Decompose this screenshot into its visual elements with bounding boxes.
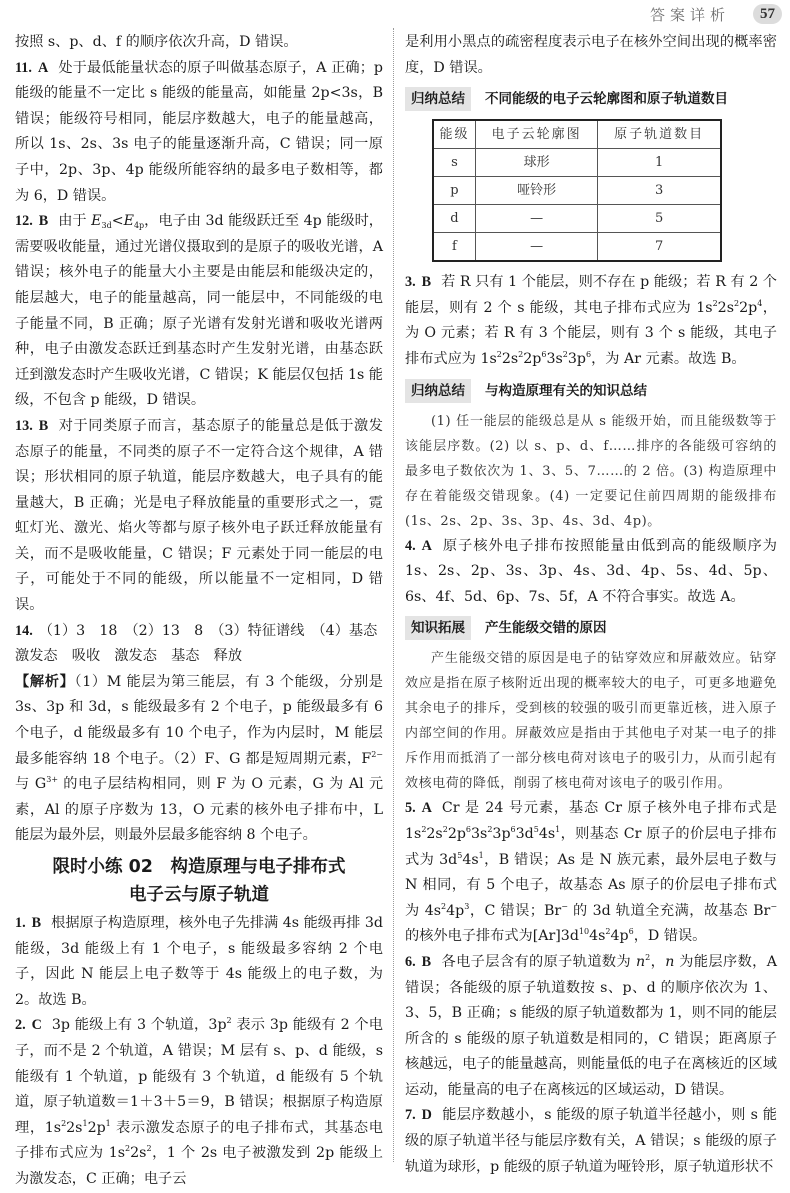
table-row xyxy=(433,177,721,205)
answer-13: 13. B 对于同类原子而言，基态原子的能量总是低于激发态原子的能量，不同类的原子不一定符合这个规律，A 错误；形状相同的原子轨道，能层序数越大，电子具有的能量越大，B 正确；光是电子释放能量的重要形式之一，霓虹灯光、激光、焰火等都与原子核外电子跃迁释放能量有关，而不是吸收能量，C 错误；F 元素处于同一能层的电子，可能处于不同的能级，所以能量不一定相同，D 错误。 xyxy=(15,417,383,614)
summary-body: (1) 任一能层的能级总是从 s 能级开始，而且能级数等于该能层序数。(2) 以 s、p、d、f……排序的各能级可容纳的最多电子数依次为 1、3、5、7……的 2 倍。(3) 构造原理中存在着能级交错现象。(4) 一定要记住前四周期的能级排布(1s、2s、2p、3s、3p、4s、3d、4p)。 xyxy=(405,413,777,529)
table-cell: 3 xyxy=(598,177,721,205)
answer-6: 6. B 各电子层含有的原子轨道数为 $n^2$，n 为能层序数，A 错误；各能级的原子轨道数按 s、p、d 的顺序依次为 1、3、5，B 正确；s 能级的原子轨道数都为 1，则不同的能层所含的 s 能级的原子轨道数是相同的，C 错误；距离原子核越远，电子的能量越高，则能量低的电子在离核近的区域运动，能量高的电子在离核远的区域运动，D 错误。 xyxy=(405,952,777,1098)
section-title: 限时小练 02 构造原理与电子排布式 电子云与原子轨道 xyxy=(52,857,346,905)
extension-body: 产生能级交错的原因是电子的钻穿效应和屏蔽效应。钻穿效应是指在原子核附近出现的概率较大的电子，可更多地避免其余电子的排斥，受到核的较强的吸引而更靠近核，进入原子内部空间的作用。屏蔽效应是指由于其他电子对某一电子的排斥作用而抵消了一部分核电荷对该电子的吸引力，从而引起有效核电荷的降低，削弱了核电荷对该电子的吸引作用。 xyxy=(405,651,777,792)
analysis-label: 【解析】 xyxy=(15,673,75,690)
page-header xyxy=(0,0,790,30)
table-row xyxy=(433,149,721,177)
table-cell: 5 xyxy=(598,205,721,233)
extension-title: 产生能级交错的原因 xyxy=(485,620,607,637)
table-header: 能级 xyxy=(433,120,475,149)
table-cell: 1 xyxy=(598,149,721,177)
table-cell: — xyxy=(475,205,597,233)
table-cell: 哑铃形 xyxy=(475,177,597,205)
answer-11: 11. A 处于最低能量状态的原子叫做基态原子，A 正确；p 能级的能量不一定比 s 能级的能量高，如能量 2p<3s，B 错误；能级符号相同，能层序数越大，电子的能量越高，所以 1s、2s、3s 电子的能量逐渐升高，C 错误；同一原子中，2p、3p、4p 能级所能容纳的最多电子数相等，都为 6，D 错误。 xyxy=(15,59,383,204)
table-cell: p xyxy=(433,177,475,205)
continuation-text: 按照 s、p、d、f 的顺序依次升高，D 错误。 xyxy=(15,34,298,50)
continuation-text: 是利用小黑点的疏密程度表示电子在核外空间出现的概率密度，D 错误。 xyxy=(405,34,777,76)
answer-14: 14. （1）3 18 （2）13 8 （3）特征谱线 （4）基态 激发态 吸收 激发态 基态 释放 xyxy=(15,622,378,665)
page-number: 57 xyxy=(753,4,782,24)
table-header-row xyxy=(433,120,721,149)
table-cell: 球形 xyxy=(475,149,597,177)
left-column xyxy=(15,30,383,1193)
table-header: 电子云轮廓图 xyxy=(475,120,597,149)
answer-7: 7. D 能层序数越小，s 能级的原子轨道半径越小，则 s 能级的原子轨道半径与能层序数有关，A 错误；s 能级的原子轨道为球形，p 能级的原子轨道为哑铃形，原子轨道形状不 xyxy=(405,1107,777,1175)
table-header: 原子轨道数目 xyxy=(598,120,721,149)
table-row xyxy=(433,233,721,262)
column-divider xyxy=(393,28,394,1162)
answer-12: 12. B 由于 $E_{3d}<E_{4p}$，电子由 3d 能级跃迁至 4p 能级时，需要吸收能量，通过光谱仪摄取到的是原子的吸收光谱，A 错误；核外电子的能量大小主要是由能层和能级决定的，能层越大，电子的能量越高，同一能层中，不同能级的电子能量不同，B 正确；原子光谱有发射光谱和吸收光谱两种，电子由激发态跃迁到基态时产生发射光谱，由基态跃迁到激发态时产生吸收光谱，C 错误；K 能层仅包括 1s 能级，不包含 p 能级，D 错误。 xyxy=(15,213,383,409)
answer-14-analysis: 【解析】（1）M 能层为第三能层，有 3 个能级，分别是 3s、3p 和 3d，s 能级最多有 2 个电子，p 能级最多有 6 个电子，d 能级最多有 10 个电子，作为内层时，M 能层最多能容纳 18 个电子。（2）F、G 都是短周期元素，$F^{2-}$ 与 $G^{3+}$ 的电子层结构相同，则 F 为 O 元素，G 为 Al 元素，Al 的原子序数为 13，O 元素的核外电子排布中，L 能层为最外层，则最外层最多能容纳 8 个电子。 xyxy=(15,673,384,844)
answer-2: 2. C 3p 能级上有 3 个轨道，$3p^2$ 表示 3p 能级有 2 个电子，而不是 2 个轨道，A 错误；M 层有 s、p、d 能级，s 能级有 1 个轨道，p 能级有 3 个轨道，d 能级有 5 个轨道，原子轨道数＝1＋3＋5＝9，B 错误；根据原子构造原理，$1s^22s^12p^1$ 表示激发态原子的电子排布式，其基态电子排布式应为 $1s^22s^2$，1 个 2s 电子被激发到 2p 能级上为激发态，C 正确；电子云 xyxy=(15,1016,383,1187)
summary-title: 不同能级的电子云轮廓图和原子轨道数目 xyxy=(485,91,728,108)
orbital-table xyxy=(432,119,722,262)
summary-tag: 归纳总结 xyxy=(405,379,471,403)
answer-3: 3. B 若 R 只有 1 个能层，则不存在 p 能级；若 R 有 2 个能层，则有 2 个 s 能级，其电子排布式应为 $1s^22s^22p^4$，为 O 元素；若 R 有 3 个能层，则有 3 个 s 能级，其电子排布式应为 $1s^22s^22p^63s^23p^6$，为 Ar 元素。故选 B。 xyxy=(405,274,777,367)
answer-5: 5. A Cr 是 24 号元素，基态 Cr 原子核外电子排布式是 $1s^22s^22p^63s^23p^63d^54s^1$，则基态 Cr 原子的价层电子排布式为 $3d^54s^1$，B 错误；As 是 N 族元素，最外层电子数与 N 相同，有 5 个电子，故基态 As 原子的价层电子排布式为 $4s^24p^3$，C 错误；Br− 的 3d 轨道全充满，故基态 Br− 的核外电子排布式为$[Ar]3d^{10}4s^24p^6$，D 错误。 xyxy=(405,800,778,945)
header-title: 答案详析 xyxy=(649,6,730,24)
table-cell: d xyxy=(433,205,475,233)
right-column xyxy=(405,30,777,1180)
table-cell: — xyxy=(475,233,597,262)
table-row xyxy=(433,205,721,233)
summary-heading xyxy=(405,87,777,111)
table-cell: s xyxy=(433,149,475,177)
summary-tag: 归纳总结 xyxy=(405,87,471,111)
extension-heading xyxy=(405,616,777,640)
answer-1: 1. B 根据原子构造原理，核外电子先排满 4s 能级再排 3d 能级，3d 能级上有 1 个电子，s 能级最多容纳 2 个电子，因此 N 能层上电子数等于 4s 能级上的电子数，为 2。故选 B。 xyxy=(15,915,383,1008)
summary-heading xyxy=(405,379,777,403)
summary-title: 与构造原理有关的知识总结 xyxy=(485,382,647,399)
extension-tag: 知识拓展 xyxy=(405,616,471,640)
answer-4: 4. A 原子核外电子排布按照能量由低到高的能级顺序为 1s、2s、2p、3s、3p、4s、3d、4p、5s、4d、5p、6s、4f、5d、6p、7s、5f，A 不符合事实。故选 A。 xyxy=(405,537,777,605)
table-cell: f xyxy=(433,233,475,262)
table-cell: 7 xyxy=(598,233,721,262)
